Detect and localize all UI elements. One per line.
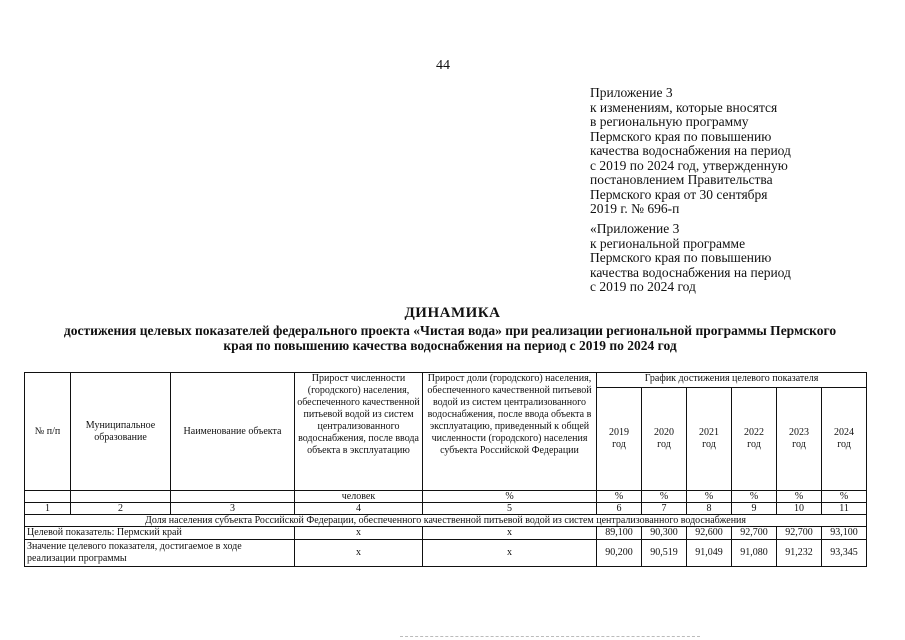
appendix-amendment-note (590, 86, 791, 217)
row-value-2023: 91,232 (777, 540, 822, 567)
row-label: Целевой показатель: Пермский край (25, 527, 295, 540)
unit-year: % (642, 491, 687, 503)
appendix-line: с 2019 по 2024 год, утвержденную (590, 157, 788, 173)
unit-year: % (822, 491, 867, 503)
column-number: 4 (295, 503, 423, 515)
row-value-2021: 91,049 (687, 540, 732, 567)
unit-year: % (732, 491, 777, 503)
appendix-line: 2019 г. № 696-п (590, 201, 680, 216)
units-row (25, 491, 867, 503)
header-year-2024: 2024 год (822, 388, 867, 491)
row-value-2020: 90,519 (642, 540, 687, 567)
appendix-line: «Приложение 3 (590, 221, 680, 236)
unit-population: человек (295, 491, 423, 503)
appendix-line: с 2019 по 2024 год (590, 279, 696, 294)
header-object: Наименование объекта (171, 373, 295, 491)
unit-year: % (597, 491, 642, 503)
row-value-2022: 92,700 (732, 527, 777, 540)
row-value-2019: 90,200 (597, 540, 642, 567)
column-number: 3 (171, 503, 295, 515)
unit-year: % (777, 491, 822, 503)
column-number: 11 (822, 503, 867, 515)
appendix-line: постановлением Правительства (590, 172, 773, 187)
indicator-dynamics-table (24, 372, 867, 567)
appendix-program-note (590, 222, 791, 295)
unit-year: % (687, 491, 732, 503)
row-value-2019: 89,100 (597, 527, 642, 540)
header-share-growth: Прирост доли (городского) населения, обеспеченного качественной питьевой водой из систем централизованного водоснабжения, после ввода объекта в эксплуатацию, приведенный к общей численности (городского) населения субъекта Российской Федерации (423, 373, 597, 491)
document-title: ДИНАМИКА (404, 305, 501, 321)
row-population-cell: х (295, 527, 423, 540)
column-number: 6 (597, 503, 642, 515)
header-num: № п/п (25, 373, 71, 491)
appendix-line: Пермского края от 30 сентября (590, 186, 768, 202)
appendix-line: Приложение 3 (590, 85, 673, 100)
header-schedule: График достижения целевого показателя (597, 373, 867, 388)
header-year-2019: 2019 год (597, 388, 642, 491)
column-number: 9 (732, 503, 777, 515)
row-share-cell: х (423, 540, 597, 567)
row-value-2024: 93,100 (822, 527, 867, 540)
row-value-2022: 91,080 (732, 540, 777, 567)
unit-share: % (423, 491, 597, 503)
header-year-2020: 2020 год (642, 388, 687, 491)
column-number: 1 (25, 503, 71, 515)
header-year-2023: 2023 год (777, 388, 822, 491)
appendix-line: качества водоснабжения на период (590, 143, 791, 158)
header-year-2021: 2021 год (687, 388, 732, 491)
appendix-line: в региональную программу (590, 114, 749, 129)
page-bottom-line (400, 636, 700, 638)
row-value-2024: 93,345 (822, 540, 867, 567)
column-number: 2 (71, 503, 171, 515)
row-share-cell: х (423, 527, 597, 540)
appendix-line: к изменениям, которые вносятся (590, 99, 778, 115)
row-value-2020: 90,300 (642, 527, 687, 540)
column-number: 5 (423, 503, 597, 515)
section-title: Доля населения субъекта Российской Федерации, обеспеченного качественной питьевой водой из систем централизованного водоснабжения (25, 515, 867, 527)
row-value-2023: 92,700 (777, 527, 822, 540)
row-value-2021: 92,600 (687, 527, 732, 540)
row-population-cell: х (295, 540, 423, 567)
appendix-line: к региональной программе (590, 235, 746, 251)
header-population-growth: Прирост численности (городского) населения, обеспеченного качественной питьевой водой из систем централизованного водоснабжения, после ввода объекта в эксплуатацию (295, 373, 423, 491)
header-year-2022: 2022 год (732, 388, 777, 491)
column-number: 8 (687, 503, 732, 515)
table-row (25, 540, 867, 567)
column-numbers-row (25, 503, 867, 515)
section-row (25, 515, 867, 527)
document-subtitle: достижения целевых показателей федерального проекта «Чистая вода» при реализации региональной программы Пермского края по повышению качества водоснабжения на период с 2019 по 2024 год (63, 323, 837, 353)
appendix-line: Пермского края по повышению (590, 128, 772, 144)
appendix-line: Пермского края по повышению (590, 250, 772, 265)
row-label: Значение целевого показателя, достигаемое в ходе реализации программы (25, 540, 295, 567)
header-municipality: Муниципальное образование (71, 373, 171, 491)
appendix-line: качества водоснабжения на период (590, 264, 791, 280)
column-number: 10 (777, 503, 822, 515)
table-row (25, 527, 867, 540)
column-number: 7 (642, 503, 687, 515)
page-number: 44 (436, 58, 450, 73)
